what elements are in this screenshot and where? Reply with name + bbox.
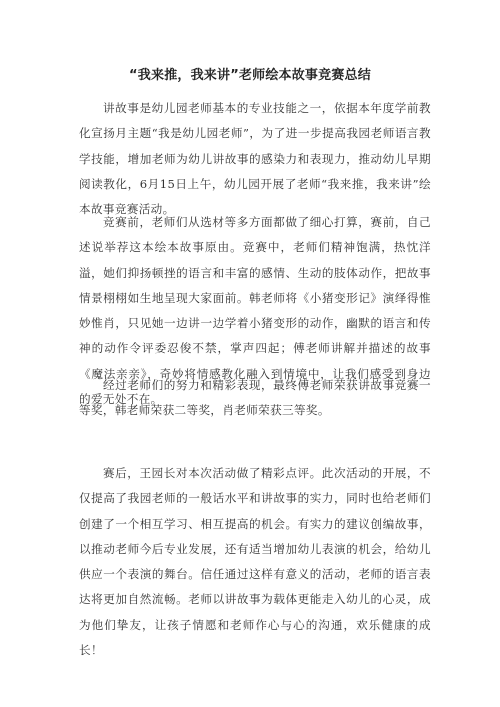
paragraph-review: 赛后，王园长对本次活动做了精彩点评。此次活动的开展，不仅提高了我园老师的一般话水平和讲故事的实力，同时也给老师们创建了一个相互学习、相互提高的机会。有实力的建议创编故事，以推动老师今后专业发展，还有适当增加幼儿表演的机会，给幼儿供应一个表演的舞台。信任通过这样有意义的活动，老师的语言表达将更加自然流畅。老师以讲故事为载体更能走入幼儿的心灵，成为他们挚友，让孩子情愿和老师作心与心的沟通，欢乐健康的成长！: [79, 466, 431, 658]
document-title: “我来推，我来讲”老师绘本故事竞赛总结: [129, 68, 371, 83]
paragraph-intro: 讲故事是幼儿园老师基本的专业技能之一，依据本年度学前教化宣扬月主题“我是幼儿园老师”，为了进一步提高我园老师语言教学技能，增加老师为幼儿讲故事的感染力和表现力，推动幼儿早期阅读教化，6月15日上午，幼儿园开展了老师“我来推，我来讲”绘本故事竞赛活动。: [79, 101, 431, 217]
paragraph-results: 经过老师们的努力和精彩表现，最终傅老师荣获讲故事竞赛一等奖，韩老师荣获二等奖，肖老师荣获三等奖。: [79, 378, 431, 418]
paragraph-competition: 竞赛前，老师们从选材等多方面都做了细心打算，赛前，自己述说举荐这本绘本故事原由。竞赛中，老师们精神饱满，热忱洋溢，她们抑扬顿挫的语言和丰富的感情、生动的肢体动作，把故事情景栩栩如生地呈现大家面前。韩老师将《小猪变形记》演绎得惟妙惟肖，只见她一边讲一边学着小猪变形的动作，幽默的语言和传神的动作令评委忍俊不禁，掌声四起；傅老师讲解并描述的故事《魔法亲亲》，奇妙将情感教化融入到情境中，让我们感受到身边的爱无处不在。: [79, 215, 431, 407]
